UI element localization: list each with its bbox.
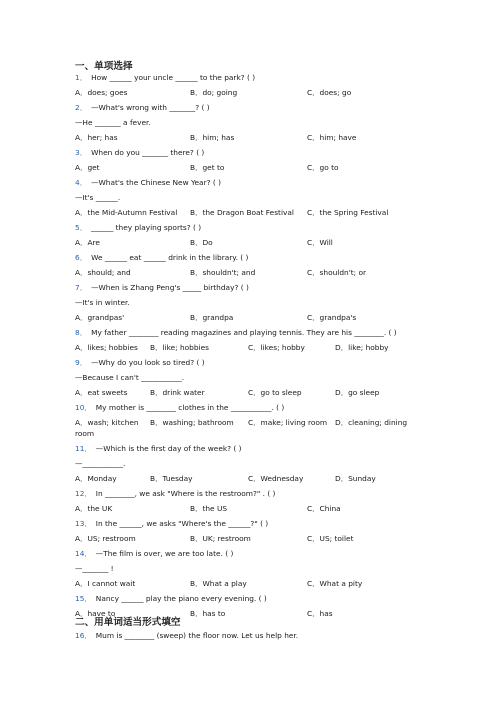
question-number: 4． (75, 178, 88, 187)
option[interactable]: B．drink water (150, 388, 205, 397)
option[interactable]: A．get (75, 163, 100, 172)
question-number: 3． (75, 148, 88, 157)
option[interactable]: B．him; has (190, 133, 235, 142)
option[interactable]: B．grandpa (190, 313, 234, 322)
question-stem (75, 103, 210, 113)
option[interactable]: B．the Dragon Boat Festival (190, 208, 294, 217)
question-stem (75, 148, 204, 158)
option[interactable]: A．have to (75, 609, 116, 618)
question-number: 9． (75, 358, 88, 367)
option[interactable]: C．Will (307, 238, 333, 247)
option[interactable]: C．make; living room (248, 418, 328, 427)
option[interactable]: A．does; goes (75, 88, 128, 97)
option[interactable]: C．has (307, 609, 333, 618)
option[interactable]: D．Sunday (335, 474, 376, 483)
question-stem (75, 223, 201, 233)
section-title-single-choice: 一、单项选择 (75, 61, 133, 72)
option[interactable]: B．get to (190, 163, 225, 172)
question-number: 16． (75, 631, 92, 640)
question-text: When do you _______ there? ( ) (91, 148, 205, 157)
option[interactable]: A．likes; hobbies (75, 343, 138, 352)
question-stem (75, 549, 233, 559)
dialogue-line (75, 118, 151, 128)
question-stem (75, 403, 284, 413)
question-stem (75, 489, 275, 499)
question-stem (75, 178, 221, 188)
option[interactable]: A．should; and (75, 268, 131, 277)
option[interactable]: C．does; go (307, 88, 352, 97)
option[interactable]: A．Are (75, 238, 100, 247)
option[interactable]: A．the UK (75, 504, 113, 513)
option[interactable]: D．like; hobby (335, 343, 389, 352)
question-text: —What's wrong with _______? ( ) (91, 103, 210, 112)
option[interactable]: C．him; have (307, 133, 357, 142)
dialogue-line (75, 298, 130, 308)
question-text: —It's ______. (75, 193, 121, 202)
option[interactable]: A．Monday (75, 474, 117, 483)
option[interactable]: C．What a pity (307, 579, 363, 588)
section-title-word-form: 二、用单词适当形式填空 (75, 617, 181, 628)
question-text: Nancy ______ play the piano every evening. ( ) (95, 594, 267, 603)
question-number: 10． (75, 403, 92, 412)
option[interactable]: A．grandpas' (75, 313, 125, 322)
option[interactable]: C．US; toilet (307, 534, 354, 543)
question-text: —It's in winter. (75, 298, 130, 307)
option[interactable]: A．eat sweets (75, 388, 128, 397)
question-text: My father ________ reading magazines and playing tennis. They are his ________. ( ) (91, 328, 397, 337)
question-stem (75, 358, 205, 368)
option[interactable]: D．go sleep (335, 388, 380, 397)
question-stem (75, 444, 242, 454)
question-number: 11． (75, 444, 92, 453)
option[interactable]: C．shouldn't; or (307, 268, 367, 277)
dialogue-line (75, 564, 114, 574)
question-text: In ________, we ask "Where is the restroom?" . ( ) (95, 489, 276, 498)
option[interactable]: A．her; has (75, 133, 118, 142)
question-number: 1． (75, 73, 88, 82)
option[interactable]: C．Wednesday (248, 474, 304, 483)
option[interactable]: C．grandpa's (307, 313, 357, 322)
option[interactable]: D．cleaning; dining (335, 418, 408, 427)
question-text: In the ______, we asks "Where's the ______?" ( ) (95, 519, 269, 528)
question-text: —Which is the first day of the week? ( ) (95, 444, 242, 453)
option[interactable]: B．has to (190, 609, 226, 618)
question-text: ______ they playing sports? ( ) (91, 223, 202, 232)
question-text: —What's the Chinese New Year? ( ) (91, 178, 221, 187)
question-stem (75, 73, 255, 83)
option[interactable]: B．like; hobbies (150, 343, 210, 352)
option-continuation: room (75, 429, 95, 438)
option[interactable]: B．the US (190, 504, 228, 513)
question-stem (75, 594, 267, 604)
option[interactable]: B．shouldn't; and (190, 268, 256, 277)
option[interactable]: A．US; restroom (75, 534, 136, 543)
option[interactable]: B．What a play (190, 579, 247, 588)
question-number: 2． (75, 103, 88, 112)
dialogue-line (75, 193, 120, 203)
question-number: 7． (75, 283, 88, 292)
option[interactable]: C．go to (307, 163, 339, 172)
question-text: My mother is ________ clothes in the ___________. ( ) (95, 403, 285, 412)
question-number: 5． (75, 223, 88, 232)
question-stem (75, 519, 268, 529)
question-text: —Because I can't ___________. (75, 373, 185, 382)
question-stem (75, 328, 397, 338)
option[interactable]: B．Tuesday (150, 474, 193, 483)
question-text: —He _______ a fever. (75, 118, 151, 127)
dialogue-line (75, 459, 125, 469)
question-number: 14． (75, 549, 92, 558)
question-text: —The film is over, we are too late. ( ) (95, 549, 234, 558)
option[interactable]: C．go to sleep (248, 388, 302, 397)
option[interactable]: C．China (307, 504, 341, 513)
question-number: 8． (75, 328, 88, 337)
option[interactable]: C．likes; hobby (248, 343, 305, 352)
question-text: How ______ your uncle ______ to the park? ( ) (91, 73, 256, 82)
question-stem (75, 283, 249, 293)
question-number: 13． (75, 519, 92, 528)
question-text: —Why do you look so tired? ( ) (91, 358, 205, 367)
option[interactable]: B．do; going (190, 88, 238, 97)
question-text: —When is Zhang Peng's _____ birthday? ( ) (91, 283, 249, 292)
option[interactable]: A．wash; kitchen (75, 418, 139, 427)
question-number: 15． (75, 594, 92, 603)
dialogue-line (75, 373, 184, 383)
option[interactable]: C．the Spring Festival (307, 208, 389, 217)
question-text: Mum is ________ (sweep) the floor now. Let us help her. (95, 631, 299, 640)
option[interactable]: B．washing; bathroom (150, 418, 234, 427)
question-number: 12． (75, 489, 92, 498)
question-16 (75, 631, 298, 641)
question-stem (75, 253, 248, 263)
question-text: We ______ eat ______ drink in the library. ( ) (91, 253, 249, 262)
option[interactable]: B．Do (190, 238, 213, 247)
question-text: —_______ ! (75, 564, 114, 573)
question-number: 6． (75, 253, 88, 262)
option[interactable]: A．I cannot wait (75, 579, 136, 588)
option[interactable]: B．UK; restroom (190, 534, 251, 543)
option[interactable]: A．the Mid-Autumn Festival (75, 208, 178, 217)
question-text: —___________. (75, 459, 126, 468)
